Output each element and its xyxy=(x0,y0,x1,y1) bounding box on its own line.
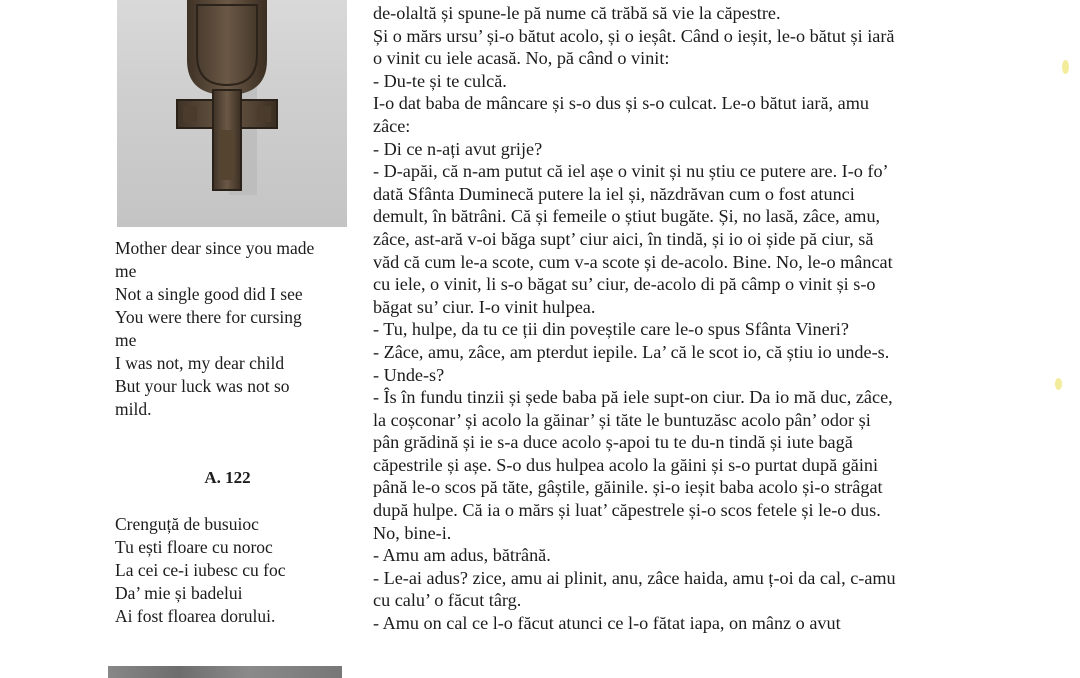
poem-line: La cei ce-i iubesc cu foc xyxy=(115,560,286,580)
bottom-photo-edge xyxy=(108,666,342,678)
story-line: - Unde-s? xyxy=(373,364,445,385)
poem-line: Not a single good did I see xyxy=(115,284,303,304)
poem-line: Da’ mie și badelui xyxy=(115,583,243,603)
poem-line: But your luck was not so xyxy=(115,376,290,396)
poem-line: me xyxy=(115,261,137,281)
story-line: - Amu on cal ce l-o făcut atunci ce l-o fătat iapa, on mânz o avut xyxy=(373,613,841,634)
story-line: o vinit cu iele acasă. No, pă când o vinit: xyxy=(373,48,670,69)
wooden-cross-icon xyxy=(117,0,347,227)
poem-line: Ai fost floarea dorului. xyxy=(115,606,276,626)
poem-line: You were there for cursing xyxy=(115,307,302,327)
story-line: - Zâce, amu, zâce, am pterdut iepile. La’ că le scot io, că știu io unde-s. xyxy=(373,341,890,362)
poem-line: Crenguță de busuioc xyxy=(115,514,259,534)
story-line: demult, în bătrâni. Că și femeile o știut bugăte. Și, no lasă, zâce, amu, xyxy=(373,206,881,227)
story-line: - Du-te și te culcă. xyxy=(373,70,507,91)
section-heading: A. 122 xyxy=(204,468,251,487)
story-line: - Amu am adus, bătrână. xyxy=(373,545,551,566)
poem-translation xyxy=(115,237,350,421)
poem-line: Tu ești floare cu noroc xyxy=(115,537,273,557)
story-line: pân grădină și ie s-a duce acolo ș-apoi tu te du-n tindă și iute bagă xyxy=(373,432,853,453)
story-line: după hulpe. Că ia o mărs și luat’ căpestrele și-o scos fetele și le-o dus. xyxy=(373,500,881,521)
story-line: de-olaltă și spune-le pă nume că trăbă să vie la căpestre. xyxy=(373,3,781,23)
story-text xyxy=(373,2,973,635)
story-line: Și o mărs ursu’ și-o bătut acolo, și o ieșât. Când o ieșit, le-o bătut și iară xyxy=(373,25,895,46)
poem-line: I was not, my dear child xyxy=(115,353,285,373)
poem-line: me xyxy=(115,330,137,350)
story-line: zâce: xyxy=(373,115,411,136)
story-line: cu calu’ o făcut târg. xyxy=(373,590,522,611)
story-line: până le-o scos pă tăte, gâștile, găinile. și-o ieșit baba acolo și-o strâgat xyxy=(373,477,883,498)
story-line: băgat su’ ciur. I-o vinit hulpea. xyxy=(373,296,596,317)
story-line: No, bine-i. xyxy=(373,522,452,543)
story-line: dată Sfânta Duminecă putere la iel și, năzdrăvan cum o fost atunci xyxy=(373,183,855,204)
scan-speck xyxy=(1062,60,1069,74)
story-line: I-o dat baba de mâncare și s-o dus și s-o culcat. Le-o bătut iară, amu xyxy=(373,93,869,114)
scan-speck xyxy=(1055,378,1062,390)
story-line: zâce, ast-ară v-oi băga supt’ ciur aici, în tindă, și io oi șide pă ciur, să xyxy=(373,228,874,249)
story-line: cu iele, o vinit, li s-o băgat su’ ciur, de-acolo di pă câmp o vinit și s-o xyxy=(373,274,876,295)
story-line: la coșconar’ și acolo la găinar’ și tăte le buntuzăsc acolo pân’ odor și xyxy=(373,409,871,430)
story-line: - Di ce n-ați avut grije? xyxy=(373,138,543,159)
story-line: - Tu, hulpe, da tu ce ții din poveștile care le-o spus Sfânta Vineri? xyxy=(373,319,849,340)
poem-line: mild. xyxy=(115,399,152,419)
wooden-cross-photo xyxy=(117,0,347,227)
poem-line: Mother dear since you made xyxy=(115,238,315,258)
story-line: văd că cum le-a scote, cum v-a scote și de-acolo. Bine. No, le-o mâncat xyxy=(373,251,893,272)
story-line: - Le-ai adus? zice, amu ai plinit, anu, zâce haida, amu ț-oi da cal, c-amu xyxy=(373,567,896,588)
poem-romanian xyxy=(115,513,350,628)
story-line: căpestrile și așe. S-o dus hulpea acolo la găini și s-o purtat după găini xyxy=(373,454,879,475)
story-line: - Îs în fundu tinzii și șede baba pă iele supt-on ciur. Da io mă duc, zâce, xyxy=(373,387,893,408)
story-line: - D-apăi, că n-am putut că iel așe o vinit și nu știu ce putere are. I-o fo’ xyxy=(373,161,889,182)
